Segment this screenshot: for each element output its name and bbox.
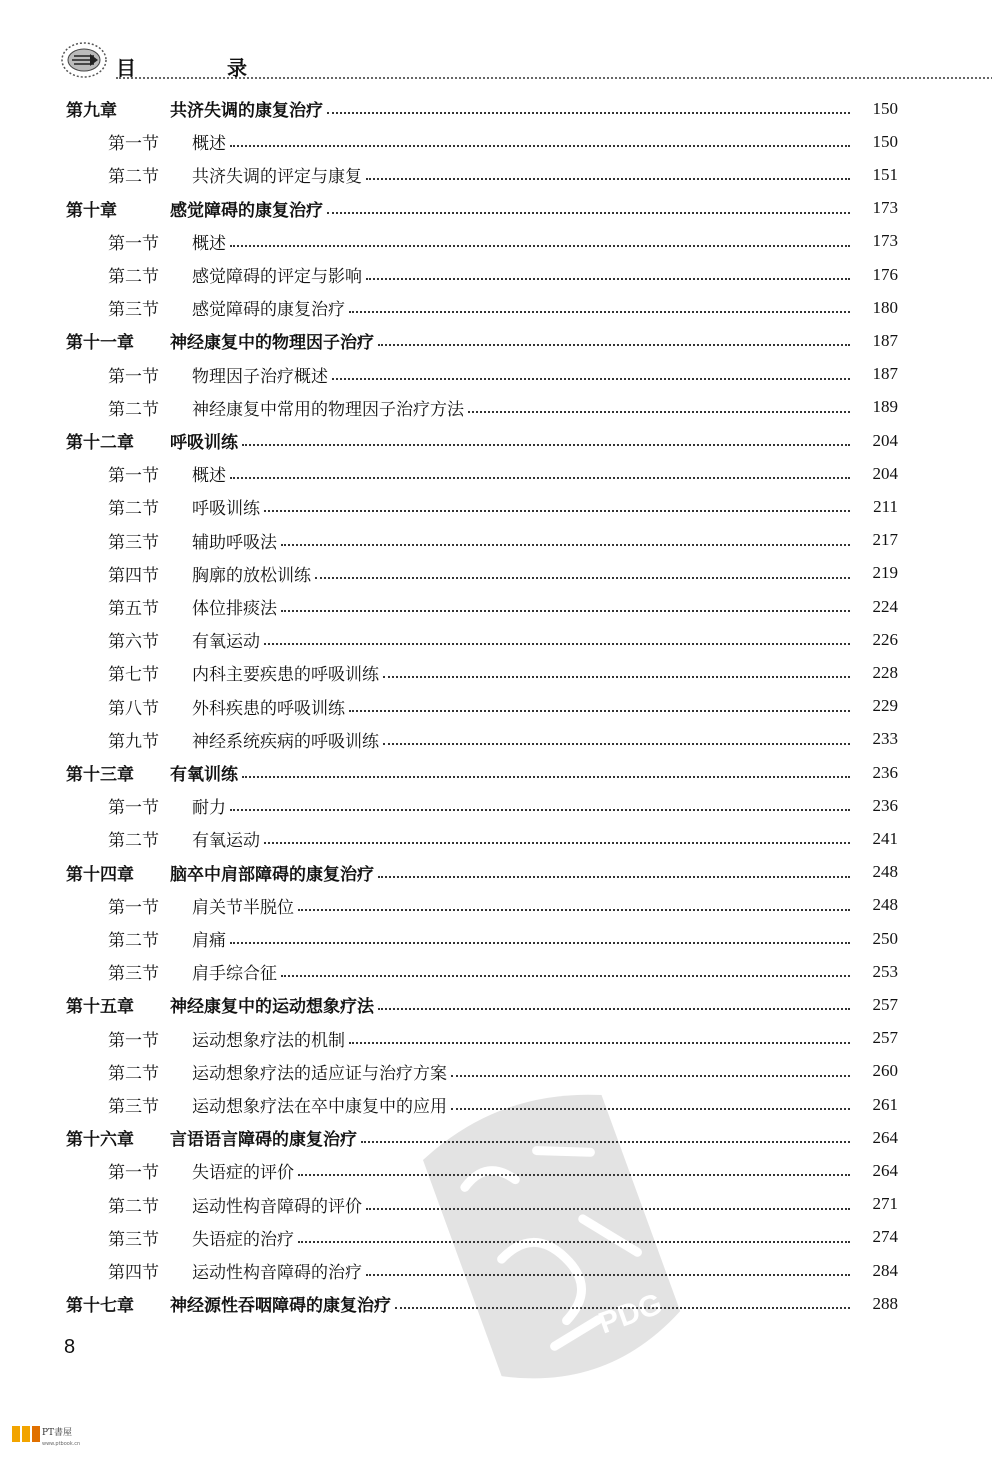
toc-entry-number: 第一节 (108, 1163, 159, 1184)
toc-leader-dots (281, 609, 850, 612)
toc-entry-page: 257 (872, 1028, 898, 1048)
toc-entry-page: 261 (872, 1094, 898, 1114)
toc-entry-title: 耐力 (192, 798, 226, 819)
toc-entry-number: 第九章 (66, 101, 117, 121)
footer-logo-text: PT書屋 (42, 1428, 73, 1438)
toc-entry-number: 第九节 (108, 731, 159, 752)
toc-entry-number: 第二节 (108, 499, 159, 520)
toc-entry-page: 173 (872, 198, 898, 218)
toc-leader-dots (230, 144, 850, 147)
toc-entry-label (108, 1092, 447, 1117)
toc-leader-dots (230, 808, 850, 811)
toc-leader-dots (378, 1007, 850, 1010)
toc-section-row (0, 291, 992, 324)
toc-leader-dots (468, 410, 850, 413)
header-title: 目 录 (116, 56, 289, 80)
toc-entry-title: 胸廓的放松训练 (192, 565, 311, 586)
toc-entry-label (66, 1125, 357, 1150)
toc-entry-label (108, 1059, 447, 1084)
toc-leader-dots (366, 277, 850, 280)
toc-section-row (0, 723, 992, 756)
toc-entry-label (66, 196, 323, 221)
toc-entry-title: 肩痛 (192, 931, 226, 951)
toc-entry-title: 呼吸训练 (192, 499, 260, 520)
watermark-text: PDG (594, 1287, 667, 1341)
toc-entry-title: 感觉障碍的康复治疗 (170, 200, 323, 221)
toc-leader-dots (327, 111, 850, 114)
toc-section-row (0, 125, 992, 158)
toc-entry-number: 第三节 (108, 1229, 159, 1250)
toc-entry-number: 第八节 (108, 698, 159, 719)
toc-entry-number: 第十章 (66, 200, 117, 221)
toc-leader-dots (349, 310, 850, 313)
toc-entry-title: 肩手综合征 (192, 964, 277, 985)
toc-section-row (0, 225, 992, 258)
toc-leader-dots (327, 211, 850, 214)
toc-entry-title: 外科疾患的呼吸训练 (192, 698, 345, 719)
toc-section-row (0, 358, 992, 391)
footer-logo (10, 1418, 90, 1450)
toc-entry-page: 189 (872, 397, 898, 417)
toc-entry-label (108, 262, 362, 287)
toc-entry-page: 204 (872, 463, 898, 483)
toc-entry-page: 229 (872, 696, 898, 716)
toc-entry-number: 第七节 (108, 665, 159, 686)
toc-leader-dots (230, 476, 850, 479)
toc-entry-title: 运动想象疗法在卒中康复中的应用 (192, 1097, 447, 1117)
toc-leader-dots (383, 675, 850, 678)
toc-entry-page: 257 (872, 994, 898, 1014)
toc-section-row (0, 391, 992, 424)
toc-entry-page: 253 (872, 961, 898, 981)
toc-entry-number: 第二节 (108, 831, 159, 852)
toc-entry-label (108, 660, 379, 685)
toc-entry-page: 241 (872, 828, 898, 848)
toc-leader-dots (332, 377, 850, 380)
toc-entry-page: 187 (872, 364, 898, 384)
toc-entry-title: 体位排痰法 (192, 599, 277, 619)
toc-entry-page: 260 (872, 1061, 898, 1081)
toc-section-row (0, 490, 992, 523)
toc-section-row (0, 889, 992, 922)
toc-entry-number: 第三节 (108, 964, 159, 985)
toc-entry-number: 第六节 (108, 632, 159, 653)
toc-entry-page: 204 (872, 430, 898, 450)
toc-entry-label (108, 793, 226, 818)
toc-entry-label (108, 627, 260, 652)
toc-entry-title: 内科主要疾患的呼吸训练 (192, 665, 379, 686)
toc-chapter-row (0, 92, 992, 125)
toc-entry-number: 第一节 (108, 897, 159, 918)
toc-leader-dots (383, 742, 850, 745)
toc-section-row (0, 922, 992, 955)
toc-entry-number: 第一节 (108, 466, 159, 487)
toc-entry-title: 肩关节半脱位 (192, 897, 294, 918)
toc-entry-number: 第一节 (108, 798, 159, 819)
toc-leader-dots (451, 1074, 850, 1077)
toc-leader-dots (264, 509, 850, 512)
toc-entry-label (108, 826, 260, 851)
toc-entry-page: 236 (872, 795, 898, 815)
toc-entry-number: 第二节 (108, 399, 159, 420)
toc-entry-page: 264 (872, 1127, 898, 1147)
toc-entry-number: 第十五章 (66, 997, 134, 1018)
toc-section-row (0, 789, 992, 822)
toc-chapter-row (0, 856, 992, 889)
toc-entry-label (108, 727, 379, 752)
toc-entry-label (108, 129, 226, 154)
toc-leader-dots (349, 709, 850, 712)
toc-leader-dots (378, 875, 850, 878)
toc-entry-label (108, 1258, 362, 1283)
toc-leader-dots (230, 941, 850, 944)
toc-entry-label (108, 362, 328, 387)
toc-entry-page: 151 (872, 164, 898, 184)
toc-entry-title: 运动想象疗法的机制 (192, 1030, 345, 1051)
toc-entry-title: 有氧运动 (192, 632, 260, 653)
toc-entry-page: 226 (872, 629, 898, 649)
toc-entry-page: 217 (872, 530, 898, 550)
toc-entry-label (108, 1225, 294, 1250)
toc-entry-page: 228 (872, 662, 898, 682)
toc-section-row (0, 590, 992, 623)
toc-entry-number: 第一节 (108, 233, 159, 254)
toc-entry-page: 284 (872, 1260, 898, 1280)
toc-entry-page: 248 (872, 862, 898, 882)
toc-entry-title: 概述 (192, 233, 226, 254)
toc-leader-dots (281, 543, 850, 546)
toc-entry-page: 236 (872, 762, 898, 782)
toc-section-row (0, 457, 992, 490)
toc-entry-title: 神经康复中的物理因子治疗 (170, 333, 374, 354)
toc-entry-label (108, 1158, 294, 1183)
toc-entry-label (108, 926, 226, 951)
toc-entry-label (66, 96, 323, 121)
toc-entry-label (66, 860, 374, 885)
toc-section-row (0, 822, 992, 855)
toc-entry-number: 第三节 (108, 1097, 159, 1117)
toc-entry-title: 神经系统疾病的呼吸训练 (192, 731, 379, 752)
toc-leader-dots (230, 244, 850, 247)
toc-entry-title: 呼吸训练 (170, 433, 238, 453)
toc-entry-number: 第二节 (108, 1196, 159, 1217)
toc-entry-label (108, 959, 277, 984)
toc-entry-label (108, 162, 362, 187)
toc-entry-title: 共济失调的康复治疗 (170, 101, 323, 121)
toc-section-row (0, 1022, 992, 1055)
toc-entry-title: 言语语言障碍的康复治疗 (170, 1130, 357, 1151)
toc-entry-number: 第十四章 (66, 864, 134, 885)
toc-entry-label (108, 229, 226, 254)
toc-entry-title: 运动性构音障碍的治疗 (192, 1263, 362, 1283)
toc-section-row (0, 690, 992, 723)
toc-entry-page: 180 (872, 297, 898, 317)
toc-section-row (0, 557, 992, 590)
toc-entry-title: 共济失调的评定与康复 (192, 167, 362, 188)
toc-entry-page: 264 (872, 1160, 898, 1180)
toc-entry-title: 失语症的治疗 (192, 1229, 294, 1250)
toc-entry-label (66, 992, 374, 1017)
toc-entry-number: 第十二章 (66, 433, 134, 453)
toc-entry-number: 第二节 (108, 267, 159, 287)
toc-entry-label (108, 893, 294, 918)
toc-leader-dots (315, 576, 850, 579)
toc-entry-number: 第二节 (108, 931, 159, 951)
toc-leader-dots (378, 343, 850, 346)
toc-entry-page: 288 (872, 1293, 898, 1313)
toc-entry-page: 274 (872, 1227, 898, 1247)
toc-entry-title: 物理因子治疗概述 (192, 366, 328, 387)
toc-leader-dots (242, 443, 850, 446)
toc-leader-dots (366, 177, 850, 180)
toc-chapter-row (0, 192, 992, 225)
toc-entry-title: 概述 (192, 466, 226, 487)
toc-entry-title: 感觉障碍的评定与影响 (192, 267, 362, 287)
toc-entry-title: 神经康复中的运动想象疗法 (170, 997, 374, 1018)
toc-entry-number: 第四节 (108, 565, 159, 586)
toc-entry-title: 运动想象疗法的适应证与治疗方案 (192, 1063, 447, 1084)
toc-entry-page: 250 (872, 928, 898, 948)
page-number: 8 (64, 1336, 76, 1358)
toc-entry-label (108, 694, 345, 719)
toc-entry-number: 第一节 (108, 134, 159, 155)
toc-entry-number: 第二节 (108, 167, 159, 188)
toc-entry-page: 219 (872, 563, 898, 583)
toc-entry-label (108, 395, 464, 420)
toc-entry-title: 神经源性吞咽障碍的康复治疗 (170, 1296, 391, 1317)
toc-chapter-row (0, 424, 992, 457)
toc-leader-dots (281, 974, 850, 977)
toc-entry-label (108, 594, 277, 619)
toc-entry-label (66, 760, 238, 785)
toc-entry-title: 神经康复中常用的物理因子治疗方法 (192, 399, 464, 420)
toc-entry-number: 第十六章 (66, 1130, 134, 1151)
toc-leader-dots (264, 841, 850, 844)
toc-entry-number: 第一节 (108, 366, 159, 387)
toc-entry-title: 感觉障碍的康复治疗 (192, 300, 345, 321)
pdg-seal-watermark (420, 1080, 690, 1410)
toc-entry-page: 233 (872, 729, 898, 749)
header-divider (116, 77, 992, 79)
book-emblem-icon (60, 40, 108, 80)
toc-entry-label (66, 328, 374, 353)
toc-entry-page: 211 (873, 496, 898, 516)
toc-entry-page: 248 (872, 895, 898, 915)
toc-entry-page: 173 (872, 231, 898, 251)
toc-entry-title: 概述 (192, 134, 226, 155)
toc-entry-number: 第二节 (108, 1063, 159, 1084)
toc-entry-label (108, 295, 345, 320)
toc-section-row (0, 623, 992, 656)
toc-entry-title: 有氧训练 (170, 765, 238, 785)
toc-entry-label (108, 1026, 345, 1051)
toc-entry-number: 第一节 (108, 1030, 159, 1051)
toc-section-row (0, 955, 992, 988)
toc-entry-title: 失语症的评价 (192, 1163, 294, 1184)
toc-chapter-row (0, 756, 992, 789)
toc-entry-label (66, 1291, 391, 1316)
toc-entry-number: 第五节 (108, 599, 159, 619)
toc-chapter-row (0, 988, 992, 1021)
toc-leader-dots (242, 775, 850, 778)
toc-entry-page: 150 (872, 98, 898, 118)
toc-entry-title: 辅助呼吸法 (192, 532, 277, 553)
toc-entry-label (108, 1192, 362, 1217)
toc-entry-title: 运动性构音障碍的评价 (192, 1196, 362, 1217)
toc-section-row (0, 656, 992, 689)
toc-entry-number: 第十一章 (66, 333, 134, 354)
toc-entry-title: 有氧运动 (192, 831, 260, 852)
toc-entry-label (108, 494, 260, 519)
toc-entry-label (108, 461, 226, 486)
toc-entry-page: 176 (872, 264, 898, 284)
page-header (60, 40, 940, 84)
toc-entry-page: 187 (872, 330, 898, 350)
toc-section-row (0, 158, 992, 191)
toc-chapter-row (0, 324, 992, 357)
toc-entry-label (108, 561, 311, 586)
toc-section-row (0, 258, 992, 291)
toc-entry-title: 脑卒中肩部障碍的康复治疗 (170, 864, 374, 885)
footer-logo-url: www.ptbook.cn (42, 1441, 81, 1447)
toc-entry-page: 224 (872, 596, 898, 616)
toc-entry-number: 第四节 (108, 1263, 159, 1283)
toc-leader-dots (349, 1041, 850, 1044)
toc-entry-number: 第十三章 (66, 765, 134, 785)
toc-entry-label (108, 528, 277, 553)
toc-entry-number: 第三节 (108, 532, 159, 553)
toc-leader-dots (298, 908, 850, 911)
toc-entry-page: 271 (872, 1194, 898, 1214)
toc-entry-number: 第十七章 (66, 1296, 134, 1317)
toc-entry-page: 150 (872, 131, 898, 151)
toc-leader-dots (264, 642, 850, 645)
toc-entry-number: 第三节 (108, 300, 159, 321)
toc-entry-label (66, 428, 238, 453)
toc-section-row (0, 524, 992, 557)
